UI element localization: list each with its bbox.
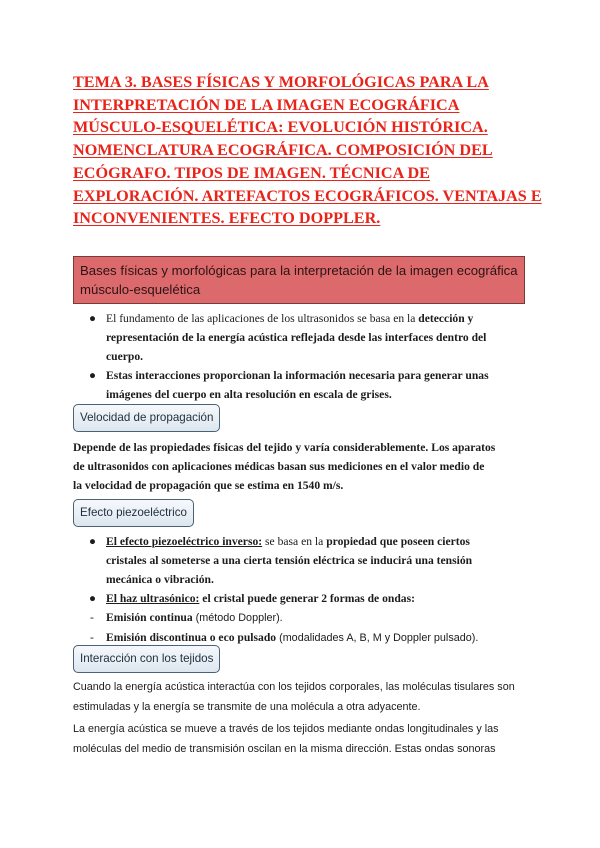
bold-text: propiedad que poseen ciertos: [326, 535, 470, 548]
text: (modalidades A, B, M y Doppler pulsado).: [276, 632, 479, 644]
text-line: moléculas del medio de transmisión oscilan en la misma dirección. Estas ondas sonoras: [73, 743, 496, 755]
velocidad-paragraph: [73, 438, 495, 495]
interaccion-paragraph-2: [73, 719, 499, 759]
bold-text: Emisión continua: [106, 611, 193, 624]
title-line: INTERPRETACIÓN DE LA IMAGEN ECOGRÁFICA: [73, 95, 460, 114]
text-line: cristales al someterse a una cierta tensión eléctrica se inducirá una tensión: [106, 554, 473, 567]
list-item: [73, 532, 478, 589]
bullet-icon: ●: [89, 312, 97, 325]
bold-text: Emisión discontinua o eco pulsado: [106, 631, 277, 644]
heading-velocidad: Velocidad de propagación: [73, 404, 220, 432]
list-item: [73, 608, 478, 628]
text-line: Estas interacciones proporcionan la información necesaria para generar unas: [106, 369, 489, 382]
interaccion-paragraph-1: [73, 677, 515, 717]
title-line: EXPLORACIÓN. ARTEFACTOS ECOGRÁFICOS. VENTAJAS E: [73, 186, 542, 205]
banner-line: músculo-esquelética: [80, 282, 201, 297]
section-banner: [73, 256, 525, 304]
list-item: [73, 589, 478, 608]
text-line: de ultrasonidos con aplicaciones médicas basan sus mediciones en el valor medio de: [73, 460, 485, 473]
title-line: INCONVENIENTES. EFECTO DOPPLER.: [73, 209, 381, 228]
text-line: mecánica o vibración.: [106, 573, 214, 586]
text-line: La energía acústica se mueve a través de los tejidos mediante ondas longitudinales y las: [73, 723, 499, 735]
bullet-icon: ●: [89, 535, 97, 548]
dash-icon: -: [90, 611, 94, 624]
text: se basa en la: [262, 535, 327, 548]
title-line: ECÓGRAFO. TIPOS DE IMAGEN. TÉCNICA DE: [73, 163, 430, 182]
bullet-icon: ●: [89, 369, 97, 382]
list-item: [73, 366, 489, 404]
text-line: estimuladas y la energía se transmite de una molécula a otra adyacente.: [73, 701, 421, 713]
dash-icon: -: [90, 631, 94, 644]
heading-piezo: Efecto piezoeléctrico: [73, 499, 194, 527]
text-line: la velocidad de propagación que se estima en 1540 m/s.: [73, 479, 344, 492]
title-line: NOMENCLATURA ECOGRÁFICA. COMPOSICIÓN DEL: [73, 141, 493, 160]
text-line: Cuando la energía acústica interactúa con los tejidos corporales, las moléculas tisulares son: [73, 681, 515, 693]
piezo-list: [73, 532, 478, 648]
text-line: representación de la energía acústica reflejada desde las interfaces dentro del: [106, 331, 487, 344]
bold-text: detección y: [418, 312, 474, 325]
heading-interaccion: Interacción con los tejidos: [73, 645, 220, 673]
text: (método Doppler).: [192, 612, 283, 624]
list-item: [73, 309, 489, 366]
bold-text: el cristal puede generar 2 formas de ondas:: [199, 592, 415, 605]
bullet-icon: ●: [89, 592, 97, 605]
term-label: El efecto piezoeléctrico inverso:: [106, 535, 263, 548]
intro-bullet-list: [73, 309, 489, 404]
text-line: Depende de las propiedades físicas del tejido y varía considerablemente. Los aparatos: [73, 441, 496, 454]
banner-line: Bases físicas y morfológicas para la interpretación de la imagen ecográfica: [80, 263, 518, 278]
term-label: El haz ultrasónico:: [106, 592, 200, 605]
text-line: imágenes del cuerpo en alta resolución en escala de grises.: [106, 388, 392, 401]
page-title: [73, 71, 542, 230]
text: El fundamento de las aplicaciones de los ultrasonidos se basa en la: [106, 312, 419, 325]
text-line: cuerpo.: [106, 350, 144, 363]
title-line: TEMA 3. BASES FÍSICAS Y MORFOLÓGICAS PARA LA: [73, 73, 489, 91]
title-line: MÚSCULO-ESQUELÉTICA: EVOLUCIÓN HISTÓRICA.: [73, 118, 488, 137]
